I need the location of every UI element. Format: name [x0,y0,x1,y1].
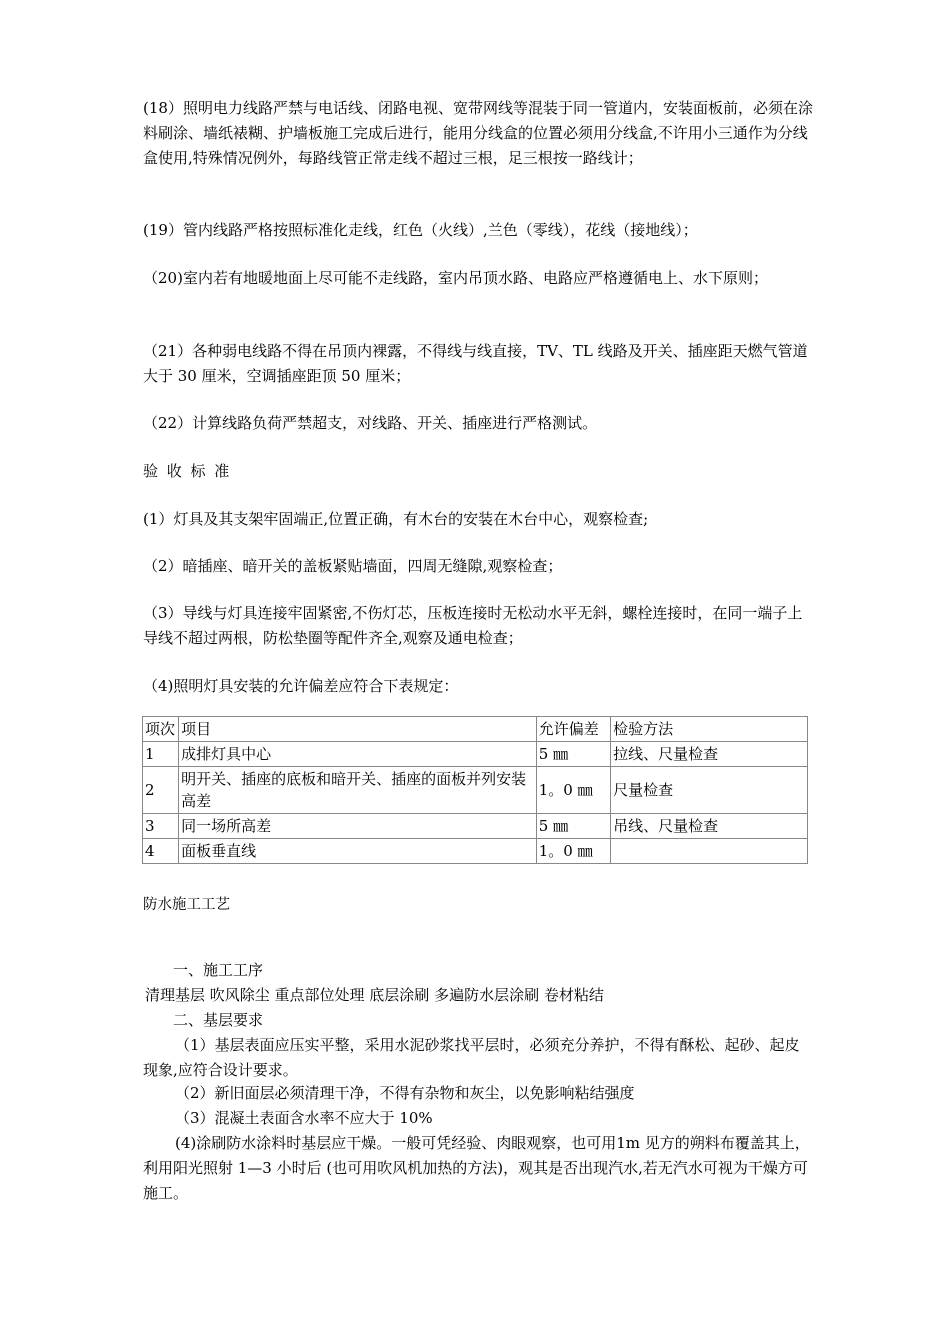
table-cell: 吊线、尺量检查 [611,814,808,839]
table-cell: 5 ㎜ [536,814,610,839]
table-row [143,742,808,767]
table-cell: 拉线、尺量检查 [611,742,808,767]
acceptance-item-1: (1）灯具及其支架牢固端正,位置正确，有木台的安装在木台中心，观察检查; [143,510,649,528]
table-header-cell: 检验方法 [611,717,808,742]
table-cell: 1 [143,742,179,767]
section-2-heading: 二、基层要求 [173,1011,264,1029]
table-header-cell: 项次 [143,717,179,742]
table-cell [611,839,808,864]
table-cell: 5 ㎜ [536,742,610,767]
acceptance-item-3: （3）导线与灯具连接牢固紧密,不伤灯芯，压板连接时无松动水平无斜，螺栓连接时，在同一端子上导线不超过两根，防松垫圈等配件齐全,观察及通电检查； [143,604,803,647]
acceptance-item-4: （4)照明灯具安装的允许偏差应符合下表规定： [143,677,459,695]
table-cell: 1。0 ㎜ [536,839,610,864]
table-row [143,767,808,814]
requirement-2: （2）新旧面层必须清理干净，不得有杂物和灰尘，以免影响粘结强度 [175,1084,635,1102]
section-1-steps: 清理基层 吹风除尘 重点部位处理 底层涂刷 多遍防水层涂刷 卷材粘结 [145,986,604,1004]
paragraph-20: （20)室内若有地暖地面上尽可能不走线路，室内吊顶水路、电路应严格遵循电上、水下原则； [143,269,768,287]
waterproof-title: 防水施工工艺 [143,897,230,913]
acceptance-heading: 验 收 标 准 [143,462,232,480]
acceptance-item-2: （2）暗插座、暗开关的盖板紧贴墙面，四周无缝隙,观察检查； [143,557,563,575]
table-header-row [143,717,808,742]
section-1-heading: 一、施工工序 [173,961,264,979]
table-cell: 2 [143,767,179,814]
table-cell: 1。0 ㎜ [536,767,610,814]
paragraph-21: （21）各种弱电线路不得在吊顶内裸露，不得线与线直接，TV、TL 线路及开关、插座距天燃气管道大于 30 厘米，空调插座距顶 50 厘米； [143,342,808,385]
table-cell: 同一场所高差 [179,814,537,839]
table-row [143,839,808,864]
table-cell: 尺量检查 [611,767,808,814]
table-cell: 成排灯具中心 [179,742,537,767]
table-row [143,814,808,839]
table-cell: 明开关、插座的底板和暗开关、插座的面板并列安装高差 [179,767,537,814]
requirement-1: （1）基层表面应压实平整，采用水泥砂浆找平层时，必须充分养护，不得有酥松、起砂、起皮现象,应符合设计要求。 [143,1036,800,1079]
table-header-cell: 允许偏差 [536,717,610,742]
table-cell: 3 [143,814,179,839]
paragraph-18: (18）照明电力线路严禁与电话线、闭路电视、宽带网线等混装于同一管道内，安装面板前，必须在涂料刷涂、墙纸裱糊、护墙板施工完成后进行，能用分线盒的位置必须用分线盒,不许用小三通作为分线盒使用,特殊情况例外，每路线管正常走线不超过三根，足三根按一路线计； [143,99,813,167]
tolerance-table [142,716,808,864]
requirement-3: （3）混凝土表面含水率不应大于 10% [175,1109,433,1127]
table-header-cell: 项目 [179,717,537,742]
paragraph-19: (19）管内线路严格按照标准化走线，红色（火线）,兰色（零线），花线（接地线）； [143,221,698,239]
paragraph-22: （22）计算线路负荷严禁超支，对线路、开关、插座进行严格测试。 [143,414,598,432]
requirement-4: (4)涂刷防水涂料时基层应干燥。一般可凭经验、肉眼观察，也可用1m 见方的朔料布覆盖其上，利用阳光照射 1—3 小时后 (也可用吹风机加热的方法)，观其是否出现汽水,若无汽水可视为干燥方可施工。 [143,1134,810,1202]
table-cell: 面板垂直线 [179,839,537,864]
table-cell: 4 [143,839,179,864]
